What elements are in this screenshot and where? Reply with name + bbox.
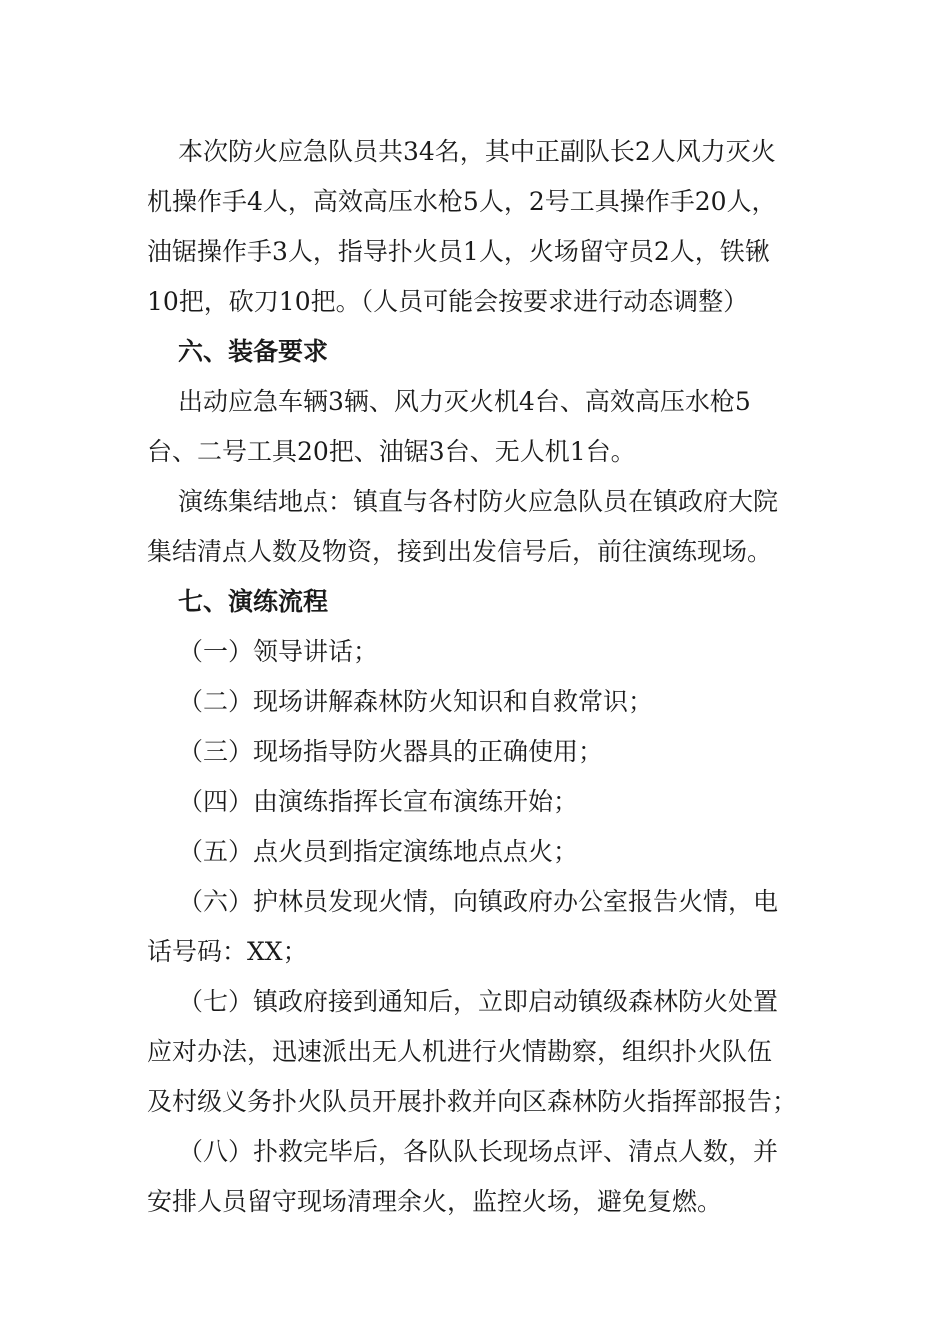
paragraph-equipment-line-1: 出动应急车辆3辆、风力灭火机4台、高效高压水枪5 (178, 387, 751, 416)
step-1: （一）领导讲话； (178, 637, 379, 666)
paragraph-equipment-line-2: 台、二号工具20把、油锯3台、无人机1台。 (147, 437, 636, 466)
step-5: （五）点火员到指定演练地点点火； (178, 837, 579, 866)
step-7-line-2: 应对办法，迅速派出无人机进行火情勘察，组织扑火队伍 (147, 1037, 773, 1066)
section-heading-drill-process: 七、演练流程 (178, 587, 329, 616)
step-7-line-3: 及村级义务扑火队员开展扑救并向区森林防火指挥部报告； (147, 1087, 798, 1116)
step-3: （三）现场指导防火器具的正确使用； (178, 737, 604, 766)
paragraph-assembly-line-1: 演练集结地点：镇直与各村防火应急队员在镇政府大院 (178, 487, 779, 516)
paragraph-assembly-line-2: 集结清点人数及物资，接到出发信号后，前往演练现场。 (147, 537, 773, 566)
step-7-line-1: （七）镇政府接到通知后，立即启动镇级森林防火处置 (178, 987, 779, 1016)
step-8-line-1: （八）扑救完毕后，各队队长现场点评、清点人数，并 (178, 1137, 779, 1166)
step-6-line-1: （六）护林员发现火情，向镇政府办公室报告火情，电 (178, 887, 779, 916)
step-2: （二）现场讲解森林防火知识和自救常识； (178, 687, 654, 716)
step-8-line-2: 安排人员留守现场清理余火，监控火场，避免复燃。 (147, 1187, 723, 1216)
step-4: （四）由演练指挥长宣布演练开始； (178, 787, 579, 816)
section-heading-equipment: 六、装备要求 (178, 337, 329, 366)
paragraph-personnel-line-1: 本次防火应急队员共34名，其中正副队长2人风力灭火 (178, 137, 776, 166)
paragraph-personnel-line-4: 10把，砍刀10把。（人员可能会按要求进行动态调整） (147, 287, 749, 316)
step-6-line-2: 话号码：XX； (147, 937, 308, 966)
paragraph-personnel-line-3: 油锯操作手3人，指导扑火员1人，火场留守员2人，铁锹 (147, 237, 770, 266)
paragraph-personnel-line-2: 机操作手4人，高效高压水枪5人，2号工具操作手20人， (147, 187, 777, 216)
